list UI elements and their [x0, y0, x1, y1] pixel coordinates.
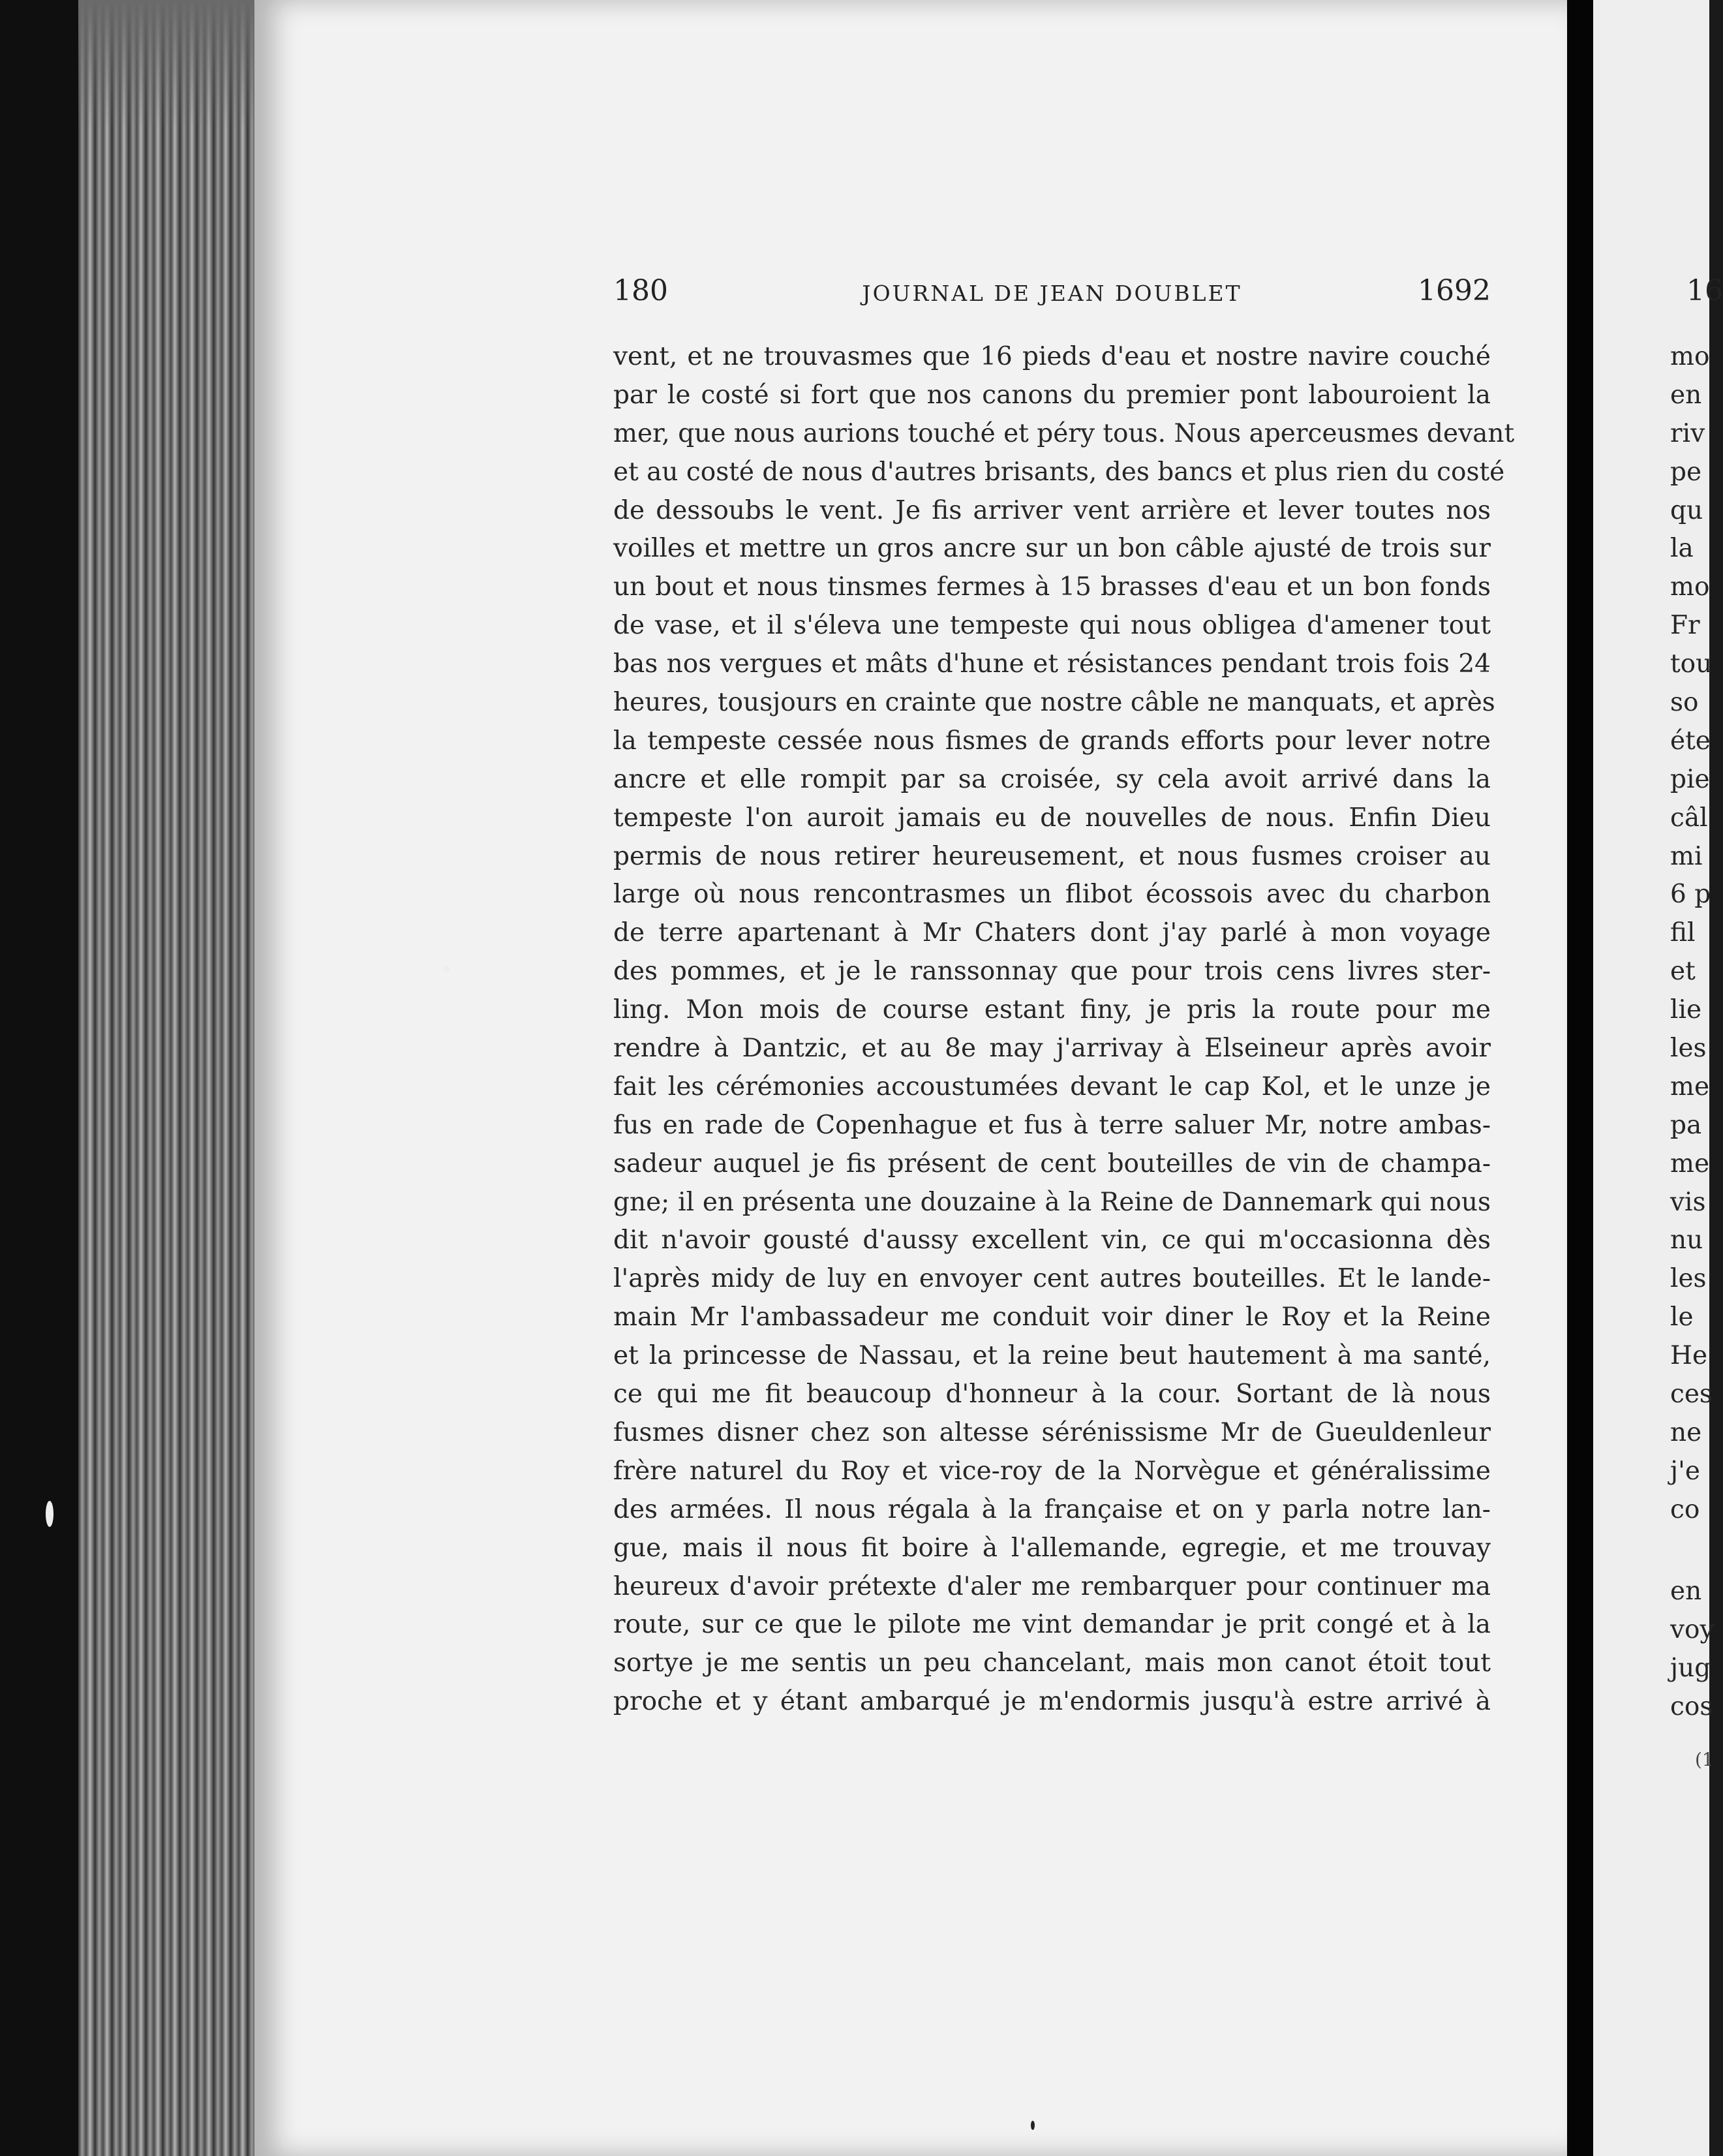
text-line: tempeste l'on auroit jamais eu de nouvelles de nous. Enfin Dieu [613, 803, 1491, 833]
text-line: sadeur auquel je fis présent de cent bouteilles de vin de champa- [613, 1148, 1491, 1178]
facing-text-line: lie [1670, 995, 1702, 1025]
facing-text-line: mo [1670, 572, 1710, 602]
facing-text-line: mi [1670, 841, 1703, 871]
book-page-edges-shadow [78, 0, 254, 131]
facing-text-line: éte [1670, 726, 1711, 756]
text-line: voilles et mettre un gros ancre sur un bon câble ajusté de trois sur [613, 534, 1491, 564]
facing-text-line: et [1670, 957, 1696, 987]
text-line: vent, et ne trouvasmes que 16 pieds d'eau et nostre navire couché [613, 342, 1491, 371]
facing-text-line: les [1670, 1264, 1707, 1294]
facing-text-line: nu [1670, 1225, 1703, 1255]
text-line: frère naturel du Roy et vice-roy de la Norvègue et généralissime [613, 1456, 1491, 1486]
facing-page-number: 16 [1686, 274, 1723, 307]
text-line: rendre à Dantzic, et au 8e may j'arrivay à Elseineur après avoir [613, 1034, 1491, 1064]
facing-page-footnote: (1 [1695, 1749, 1714, 1770]
text-line: heureux d'avoir prétexte d'aler me rembarquer pour continuer ma [613, 1571, 1491, 1601]
facing-text-line: me [1670, 1071, 1710, 1101]
running-header [613, 274, 1491, 320]
facing-text-line: me [1670, 1148, 1710, 1178]
text-line: permis de nous retirer heureusement, et nous fusmes croiser au [613, 841, 1491, 871]
text-line: large où nous rencontrasmes un flibot écossois avec du charbon [613, 880, 1491, 910]
text-line: heures, tousjours en crainte que nostre câble ne manquats, et après [613, 688, 1495, 718]
facing-text-line: co [1670, 1494, 1700, 1524]
text-line: route, sur ce que le pilote me vint demandar je prit congé et à la [613, 1610, 1491, 1640]
facing-text-line: Fr [1670, 611, 1700, 641]
facing-page-text [1670, 338, 1713, 1530]
facing-text-line: voy [1670, 1614, 1715, 1644]
book-gutter [1567, 0, 1593, 2156]
facing-text-line: riv [1670, 418, 1705, 448]
text-line: ce qui me fit beaucoup d'honneur à la cour. Sortant de là nous [613, 1379, 1491, 1409]
text-line: main Mr l'ambassadeur me conduit voir diner le Roy et la Reine [613, 1302, 1491, 1332]
page-number: 180 [613, 274, 668, 307]
text-line: des armées. Il nous régala à la française et on y parla notre lan- [613, 1494, 1491, 1524]
scan-speck [46, 1501, 53, 1527]
facing-text-line: qu [1670, 495, 1703, 525]
facing-text-line: vis [1670, 1187, 1706, 1217]
text-line: proche et y étant ambarqué je m'endormis jusqu'à estre arrivé à [613, 1687, 1491, 1717]
facing-text-line: pa [1670, 1110, 1702, 1140]
running-title: JOURNAL DE JEAN DOUBLET [862, 281, 1242, 306]
facing-text-line: j'e [1670, 1456, 1700, 1486]
facing-text-line: fil [1670, 918, 1696, 948]
facing-text-line: pe [1670, 457, 1702, 487]
text-line: bas nos vergues et mâts d'hune et résistances pendant trois fois 24 [613, 649, 1491, 679]
text-line: gne; il en présenta une douzaine à la Reine de Dannemark qui nous [613, 1187, 1491, 1217]
facing-text-line: so [1670, 688, 1699, 718]
facing-text-line: cos [1670, 1691, 1713, 1721]
facing-text-line: mo [1670, 342, 1710, 371]
text-line: de dessoubs le vent. Je fis arriver vent arrière et lever toutes nos [613, 495, 1491, 525]
facing-text-line: la [1670, 534, 1694, 564]
text-line: la tempeste cessée nous fismes de grands efforts pour lever notre [613, 726, 1491, 756]
text-line: mer, que nous aurions touché et péry tous. Nous aperceusmes devant [613, 418, 1515, 448]
text-line: un bout et nous tinsmes fermes à 15 brasses d'eau et un bon fonds [613, 572, 1491, 602]
facing-text-line: pie [1670, 764, 1710, 794]
facing-text-line: en [1670, 1577, 1702, 1606]
text-line: et au costé de nous d'autres brisants, des bancs et plus rien du costé [613, 457, 1505, 487]
facing-text-line: ces [1670, 1379, 1713, 1409]
text-line: de terre apartenant à Mr Chaters dont j'ay parlé à mon voyage [613, 918, 1491, 948]
facing-text-line: He [1670, 1341, 1708, 1371]
text-line: ancre et elle rompit par sa croisée, sy cela avoit arrivé dans la [613, 764, 1491, 794]
facing-text-line: en [1670, 380, 1702, 410]
scan-speck [444, 966, 450, 972]
text-line: des pommes, et je le ranssonnay que pour trois cens livres ster- [613, 957, 1491, 987]
text-line: de vase, et il s'éleva une tempeste qui nous obligea d'amener tout [613, 611, 1491, 641]
facing-text-line: câl [1670, 803, 1708, 833]
facing-text-line: tou [1670, 649, 1713, 679]
book-page-edges [78, 0, 257, 2156]
facing-text-line: les [1670, 1034, 1707, 1064]
text-line: ling. Mon mois de course estant finy, je pris la route pour me [613, 995, 1491, 1025]
text-line: et la princesse de Nassau, et la reine beut hautement à ma santé, [613, 1341, 1491, 1371]
header-year: 1692 [1418, 274, 1491, 307]
scan-speck [1031, 2121, 1035, 2130]
text-line: dit n'avoir gousté d'aussy excellent vin, ce qui m'occasionna dès [613, 1225, 1491, 1255]
text-line: sortye je me sentis un peu chancelant, mais mon canot étoit tout [613, 1648, 1491, 1678]
text-line: fus en rade de Copenhague et fus à terre saluer Mr, notre ambas- [613, 1110, 1491, 1140]
facing-text-line: jug [1670, 1653, 1711, 1683]
text-line: gue, mais il nous fit boire à l'allemande, egregie, et me trouvay [613, 1533, 1491, 1563]
facing-page-lower-text [1670, 1573, 1715, 1727]
page-body [613, 338, 1515, 1721]
text-line: fusmes disner chez son altesse sérénissisme Mr de Gueuldenleur [613, 1417, 1491, 1447]
facing-text-line: ne [1670, 1417, 1702, 1447]
text-line: l'après midy de luy en envoyer cent autres bouteilles. Et le lande- [613, 1264, 1491, 1294]
facing-text-line: 6 p [1670, 880, 1711, 910]
facing-text-line: le [1670, 1302, 1694, 1332]
text-line: fait les cérémonies accoustumées devant le cap Kol, et le unze je [613, 1071, 1491, 1101]
text-line: par le costé si fort que nos canons du premier pont labouroient la [613, 380, 1491, 410]
